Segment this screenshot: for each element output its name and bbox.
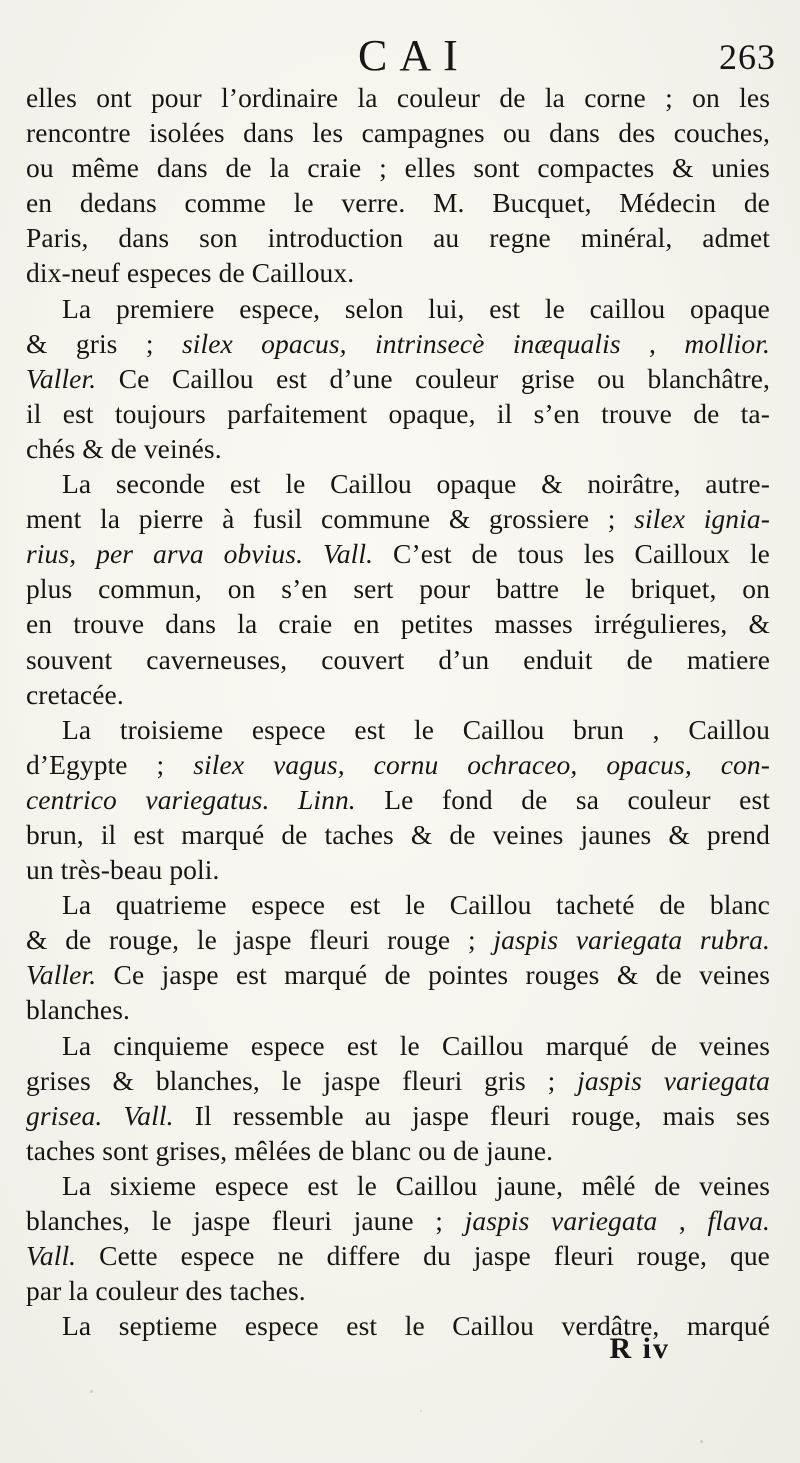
- text-line: par la couleur des taches.: [26, 1275, 306, 1307]
- text-line: rius, per arva obvius. Vall. C’est de tous les Cailloux le: [26, 538, 770, 570]
- text-line: La premiere espece, selon lui, est le caillou opaque: [62, 292, 770, 324]
- text-line: La quatrieme espece est le Caillou tacheté de blanc: [62, 889, 770, 921]
- text-line: cretacée.: [26, 678, 124, 710]
- text-line: Valler. Ce jaspe est marqué de pointes rouges & de veines: [26, 959, 770, 991]
- text-line: La cinquieme espece est le Caillou marqué de veines: [62, 1029, 770, 1061]
- text-line: Valler. Ce Caillou est d’une couleur grise ou blanchâtre,: [26, 362, 770, 394]
- text-line: elles ont pour l’ordinaire la couleur de la corne ; on les: [26, 82, 770, 113]
- text-line: & gris ; silex opacus, intrinsecè inæqualis , mollior.: [26, 327, 770, 359]
- running-head: CAI: [358, 31, 470, 80]
- text-line: La troisieme espece est le Caillou brun , Caillou: [62, 713, 770, 745]
- text-line: blanches.: [26, 994, 130, 1026]
- text-line: taches sont grises, mêlées de blanc ou de jaune.: [26, 1134, 554, 1166]
- text-line: grisea. Vall. Il ressemble au jaspe fleuri rouge, mais ses: [26, 1099, 770, 1131]
- page-body-text: [26, 80, 770, 1343]
- text-line: en dedans comme le verre. M. Bucquet, Médecin de: [26, 187, 770, 219]
- text-line: rencontre isolées dans les campagnes ou dans des couches,: [26, 117, 770, 149]
- text-line: plus commun, on s’en sert pour battre le briquet, on: [26, 573, 770, 605]
- text-line: souvent caverneuses, couvert d’un enduit de matiere: [26, 643, 770, 675]
- text-line: ment la pierre à fusil commune & grossiere ; silex ignia-: [26, 503, 770, 535]
- page-header: [0, 22, 800, 82]
- text-line: La septieme espece est le Caillou verdâtre, marqué: [62, 1310, 770, 1342]
- paper-speck: [700, 1440, 703, 1443]
- text-line: blanches, le jaspe fleuri jaune ; jaspis variegata , flava.: [26, 1205, 770, 1236]
- text-line: grises & blanches, le jaspe fleuri gris ; jaspis variegata: [26, 1064, 770, 1096]
- text-line: centrico variegatus. Linn. Le fond de sa couleur est: [26, 783, 770, 815]
- text-line: il est toujours parfaitement opaque, il s’en trouve de ta-: [26, 397, 770, 429]
- text-line: chés & de veinés.: [26, 432, 222, 464]
- paper-speck: [90, 1390, 93, 1393]
- text-line: La seconde est le Caillou opaque & noirâtre, autre-: [62, 468, 770, 500]
- text-line: La sixieme espece est le Caillou jaune, mêlé de veines: [62, 1169, 770, 1201]
- paper-speck: [420, 1410, 422, 1412]
- text-line: dix-neuf especes de Cailloux.: [26, 257, 355, 289]
- text-line: en trouve dans la craie en petites masses irrégulieres, &: [26, 608, 770, 640]
- text-line: brun, il est marqué de taches & de veines jaunes & prend: [26, 818, 770, 850]
- signature-mark: R iv: [609, 1332, 670, 1365]
- page-number: 263: [719, 37, 776, 77]
- text-line: & de rouge, le jaspe fleuri rouge ; jaspis variegata rubra.: [26, 924, 770, 956]
- text-line: d’Egypte ; silex vagus, cornu ochraceo, opacus, con-: [26, 748, 771, 780]
- text-line: Vall. Cette espece ne differe du jaspe fleuri rouge, que: [26, 1240, 770, 1272]
- text-line: ou même dans de la craie ; elles sont compactes & unies: [26, 152, 770, 184]
- text-line: un très-beau poli.: [26, 854, 220, 886]
- text-line: Paris, dans son introduction au regne minéral, admet: [26, 222, 770, 254]
